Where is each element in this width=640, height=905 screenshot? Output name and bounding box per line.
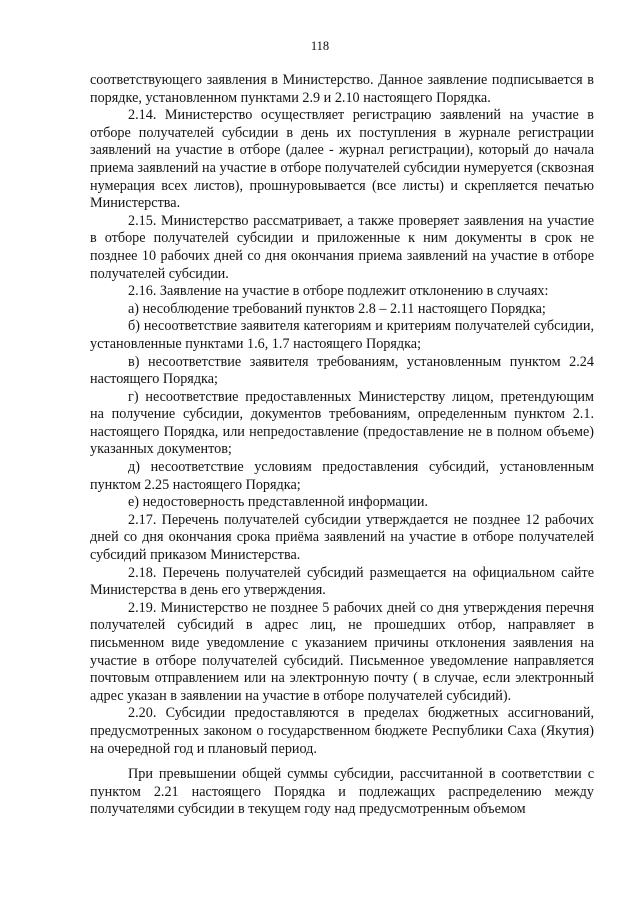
list-item-a: а) несоблюдение требований пунктов 2.8 – 2.11 настоящего Порядка; <box>128 300 546 317</box>
list-item-d: д) несоответствие условиям предоставления субсидий, установленным пунктом 2.25 настоящего Порядка; <box>90 459 594 493</box>
list-item-e: е) недостоверность представленной информации. <box>128 494 429 511</box>
paragraph-2-17: 2.17. Перечень получателей субсидии утверждается не позднее 12 рабочих дней со дня окончания срока приёма заявлений на участие в отборе получателей субсидий приказом Министерства. <box>90 511 594 564</box>
list-item-b: б) несоответствие заявителя категориям и критериям получателей субсидии, установленные пунктами 1.6, 1.7 настоящего Порядка; <box>90 318 594 352</box>
paragraph-2-14: 2.14. Министерство осуществляет регистрацию заявлений на участие в отборе получателей субсидии в день их поступления в журнале регистрации заявлений на участие в отборе (далее - журнал регистрации), который до начала приема заявлений на участие в отборе получателей субсидии нумеруется (сквозная нумерация всех листов), прошнуровывается (все листы) и скрепляется печатью Министерства. <box>90 107 594 212</box>
paragraph-excess-subsidy: При превышении общей суммы субсидии, рассчитанной в соответствии с пунктом 2.21 настоящего Порядка и подлежащих распределению между получателями субсидии в текущем году над предусмотренным объемом <box>90 766 594 818</box>
page-number: 118 <box>310 39 330 53</box>
list-item-v: в) несоответствие заявителя требованиям, установленным пунктом 2.24 настоящего Порядка; <box>90 353 594 388</box>
paragraph-2-19: 2.19. Министерство не позднее 5 рабочих дней со дня утверждения перечня получателей субсидий в адрес лиц, не прошедших отбор, направляет в письменном виде уведомление с указанием причины отклонения заявления на участие в отборе получателей субсидий. Письменное уведомление направляется почтовым отправлением или на электронную почту ( в случае, если электронный адрес указан в заявлении на участие в отборе получателей субсидий). <box>90 599 594 704</box>
paragraph-continuation: соответствующего заявления в Министерство. Данное заявление подписывается в порядке, установленном пунктами 2.9 и 2.10 настоящего Порядка. <box>90 72 594 106</box>
paragraph-2-20: 2.20. Субсидии предоставляются в пределах бюджетных ассигнований, предусмотренных законом о государственном бюджете Республики Саха (Якутия) на очередной год и плановый период. <box>90 705 594 757</box>
document-body <box>90 72 594 819</box>
paragraph-2-16: 2.16. Заявление на участие в отборе подлежит отклонению в случаях: <box>128 283 549 300</box>
list-item-g: г) несоответствие предоставленных Министерству лицом, претендующим на получение субсидии, документов требованиям, определенным пунктом 2.1. настоящего Порядка, или непредоставление (предоставление не в полном объеме) указанных документов; <box>90 388 594 458</box>
paragraph-2-15: 2.15. Министерство рассматривает, а также проверяет заявления на участие в отборе получателей субсидии и приложенные к ним документы в срок не позднее 10 рабочих дней со дня окончания приема заявлений на участие в отборе получателей субсидии. <box>90 212 594 282</box>
paragraph-2-18: 2.18. Перечень получателей субсидий размещается на официальном сайте Министерства в день его утверждения. <box>90 564 594 599</box>
